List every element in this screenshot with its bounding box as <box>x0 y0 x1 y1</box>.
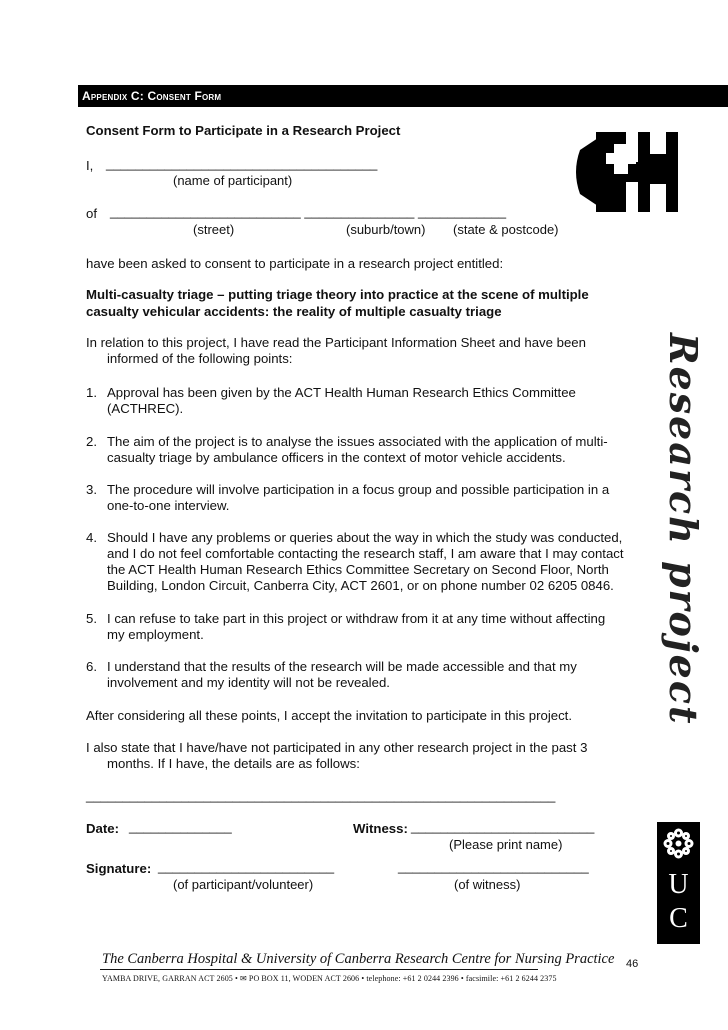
suburb-hint: (suburb/town) <box>346 222 426 237</box>
witness-label: Witness: <box>353 821 408 836</box>
point-2-line-2: casualty triage by ambulance officers in the context of motor vehicle accidents. <box>107 450 566 465</box>
footer-address: YAMBA DRIVE, GARRAN ACT 2605 • ✉ PO BOX 11, WODEN ACT 2606 • telephone: +61 2 0244 2396 • facsimile: +61 2 6244 2375 <box>102 974 557 983</box>
page-number: 46 <box>626 958 639 970</box>
point-1-line-2: (ACTHREC). <box>107 401 184 416</box>
university-of-canberra-logo <box>657 822 700 944</box>
details-field[interactable]: ________________________________________________________________ <box>86 788 556 803</box>
point-5-line-1: I can refuse to take part in this project or withdraw from it at any time without affecting <box>107 611 606 626</box>
uc-emblem-icon <box>663 828 694 859</box>
acceptance-statement: After considering all these points, I accept the invitation to participate in this project. <box>86 708 573 723</box>
project-title-line-2: casualty vehicular accidents: the reality of multiple casualty triage <box>86 304 502 319</box>
signature-field[interactable]: ________________________ <box>158 859 335 874</box>
point-4-line-2: and I do not feel comfortable contacting the research staff, I am aware that I may contact <box>107 546 624 561</box>
point-5-line-2: my employment. <box>107 627 204 642</box>
footer-institution-title: The Canberra Hospital & University of Canberra Research Centre for Nursing Practice <box>102 951 615 967</box>
participation-statement-line-1: I also state that I have/have not participated in any other research project in the past 3 <box>86 740 588 755</box>
participant-name-field[interactable]: _____________________________________ <box>106 156 378 171</box>
date-field[interactable]: ______________ <box>129 819 232 834</box>
point-4-line-4: Building, London Circuit, Canberra City, ACT 2601, or on phone number 02 6205 0846. <box>107 578 614 593</box>
point-4-line-1: Should I have any problems or queries about the way in which the study was conducted, <box>107 530 623 545</box>
witness-name-field[interactable]: _________________________ <box>411 819 595 834</box>
point-6-line-2: involvement and my identity will not be revealed. <box>107 675 390 690</box>
participant-name-hint: (name of participant) <box>173 173 293 188</box>
form-title: Consent Form to Participate in a Research Project <box>86 123 401 138</box>
date-label: Date: <box>86 821 119 836</box>
footer-divider <box>100 969 538 970</box>
point-4-line-3: the ACT Health Human Research Ethics Committee Secretary on Second Floor, North <box>107 562 609 577</box>
address-field[interactable]: __________________________ _______________ ____________ <box>110 204 507 219</box>
participation-statement-line-2: months. If I have, the details are as follows: <box>107 756 360 771</box>
point-number: 1. <box>86 385 97 400</box>
point-number: 4. <box>86 530 97 545</box>
signature-label: Signature: <box>86 861 152 876</box>
uc-letter-u: U <box>668 869 689 900</box>
appendix-header-title: Appendix C: Consent Form <box>82 89 222 103</box>
consent-intro: have been asked to consent to participate in a research project entitled: <box>86 256 504 271</box>
research-project-vertical-text: Research project <box>661 333 706 726</box>
relation-line-2: informed of the following points: <box>107 351 293 366</box>
street-hint: (street) <box>193 222 235 237</box>
witness-signature-field[interactable]: __________________________ <box>398 859 589 874</box>
point-2-line-1: The aim of the project is to analyse the issues associated with the application of multi- <box>107 434 608 449</box>
point-number: 5. <box>86 611 97 626</box>
point-number: 3. <box>86 482 97 497</box>
project-title-line-1: Multi-casualty triage – putting triage theory into practice at the scene of multiple <box>86 287 589 302</box>
of-prefix: of <box>86 206 97 221</box>
i-prefix: I, <box>86 158 94 173</box>
relation-line-1: In relation to this project, I have read the Participant Information Sheet and have been <box>86 335 586 350</box>
point-number: 2. <box>86 434 97 449</box>
witness-signature-hint: (of witness) <box>454 877 521 892</box>
state-postcode-hint: (state & postcode) <box>453 222 559 237</box>
canberra-hospital-logo <box>568 128 684 216</box>
point-1-line-1: Approval has been given by the ACT Health Human Research Ethics Committee <box>107 385 576 400</box>
point-6-line-1: I understand that the results of the research will be made accessible and that my <box>107 659 577 674</box>
point-3-line-1: The procedure will involve participation in a focus group and possible participation in a <box>107 482 610 497</box>
signature-hint: (of participant/volunteer) <box>173 877 314 892</box>
uc-letter-c: C <box>669 903 688 934</box>
point-number: 6. <box>86 659 97 674</box>
witness-name-hint: (Please print name) <box>449 837 563 852</box>
point-3-line-2: one-to-one interview. <box>107 498 230 513</box>
